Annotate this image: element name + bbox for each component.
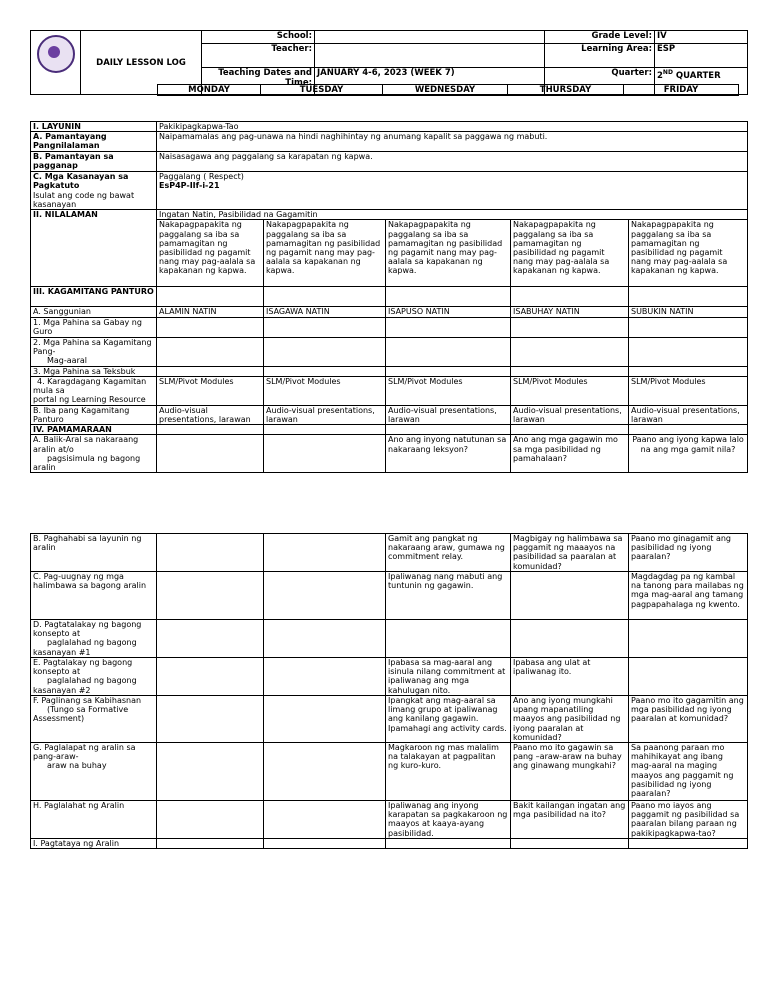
- day-wednesday: WEDNESDAY: [383, 85, 508, 96]
- pamantayan-pagganap-value: Naisasagawa ang paggalang sa karapatan ng kapwa.: [157, 152, 748, 172]
- nilalaman-monday: Nakapagpapakita ng paggalang sa iba sa pamamagitan ng pasibilidad ng pagamit nang may pag-aalala sa kapakanan ng kapwa.: [157, 220, 264, 287]
- pamamaraan-cell: [629, 620, 748, 658]
- pamamaraan-cell: Ano ang iyong mungkahi upang mapanatiling maayos ang pasibilidad ng iyong paaralan at komunidad?: [511, 696, 629, 743]
- dll-title: DAILY LESSON LOG: [81, 31, 202, 95]
- learning-area-value[interactable]: ESP: [655, 44, 748, 68]
- nilalaman-friday: Nakapagpapakita ng paggalang sa iba sa pamamagitan ng pasibilidad ng pagamit nang may pag-aalala sa kapakanan ng kapwa.: [629, 220, 748, 287]
- pamamaraan-cell: [264, 801, 386, 839]
- teacher-value[interactable]: [315, 44, 545, 68]
- balik-aral-friday: Paano ang iyong kapwa lalo na ang mga gamit nila?: [629, 435, 748, 473]
- pamamaraan-row: [31, 743, 748, 801]
- lesson-table-part2: [30, 533, 748, 849]
- sanggunian-tuesday: ISAGAWA NATIN: [264, 307, 386, 317]
- pamamaraan-cell: [157, 658, 264, 696]
- pamamaraan-cell: [264, 839, 386, 849]
- balik-aral-label: A. Balik-Aral sa nakaraang aralin at/o pagsisimula ng bagong aralin: [31, 435, 157, 473]
- teacher-label: Teacher:: [202, 44, 315, 68]
- school-value[interactable]: [315, 31, 545, 44]
- pamamaraan-cell: [264, 572, 386, 620]
- pamamaraan-row-label: B. Paghahabi sa layunin ng aralin: [31, 534, 157, 572]
- nilalaman-thursday: Nakapagpapakita ng paggalang sa iba sa pamamagitan ng pasibilidad ng pagamit nang may pag-aalala sa kapakanan ng kapwa.: [511, 220, 629, 287]
- karagdagang-monday: SLM/Pivot Modules: [157, 376, 264, 405]
- iba-pang-monday: Audio-visual presentations, larawan: [157, 405, 264, 424]
- quarter-label: Quarter:: [545, 68, 655, 95]
- pamamaraan-cell: Ipabasa ang ulat at ipaliwanag ito.: [511, 658, 629, 696]
- pamamaraan-cell: [157, 534, 264, 572]
- balik-aral-wednesday: Ano ang inyong natutunan sa nakaraang leksyon?: [386, 435, 511, 473]
- day-thursday: THURSDAY: [508, 85, 624, 96]
- pamamaraan-cell: [264, 534, 386, 572]
- pamamaraan-cell: [511, 572, 629, 620]
- pamantayang-pangnilalaman-label: A. Pamantayang Pangnilalaman: [31, 132, 157, 152]
- pamamaraan-cell: [264, 696, 386, 743]
- sanggunian-thursday: ISABUHAY NATIN: [511, 307, 629, 317]
- balik-aral-tuesday: [264, 435, 386, 473]
- karagdagang-wednesday: SLM/Pivot Modules: [386, 376, 511, 405]
- day-monday: MONDAY: [158, 85, 261, 96]
- pamamaraan-cell: [264, 620, 386, 658]
- pamamaraan-cell: Paano mo iayos ang paggamit ng pasibilidad sa paaralan bilang paraan ng pakikipagkapwa-tao?: [629, 801, 748, 839]
- pamamaraan-cell: [629, 658, 748, 696]
- sanggunian-wednesday: ISAPUSO NATIN: [386, 307, 511, 317]
- pamamaraan-cell: Ipaliwanag nang mabuti ang tuntunin ng gagawin.: [386, 572, 511, 620]
- iba-pang-wednesday: Audio-visual presentations, larawan: [386, 405, 511, 424]
- nilalaman-value: Ingatan Natin, Pasibilidad na Gagamitin: [157, 210, 748, 220]
- pamamaraan-cell: Magdagdag pa ng kambal na tanong para mailabas ng mga mag-aaral ang tamang pagpapahalaga ng kwento.: [629, 572, 748, 620]
- karagdagang-friday: SLM/Pivot Modules: [629, 376, 748, 405]
- pamamaraan-cell: [157, 839, 264, 849]
- day-tuesday: TUESDAY: [261, 85, 383, 96]
- pamamaraan-cell: [629, 839, 748, 849]
- pamamaraan-row: [31, 696, 748, 743]
- pamamaraan-cell: [157, 801, 264, 839]
- pamamaraan-cell: [157, 572, 264, 620]
- pamamaraan-cell: Paano mo ito gagawin sa pang –araw-araw na buhay ang ginawang mungkahi?: [511, 743, 629, 801]
- kasanayan-value: Paggalang ( Respect) EsP4P-IIf-i-21: [157, 172, 748, 210]
- pamamaraan-cell: Paano mo ito gagamitin ang mga pasibilidad ng iyong paaralan at komunidad?: [629, 696, 748, 743]
- karagdagang-thursday: SLM/Pivot Modules: [511, 376, 629, 405]
- pamamaraan-rows: [31, 534, 748, 849]
- deped-seal-icon: [37, 35, 75, 73]
- pamamaraan-row: [31, 801, 748, 839]
- pamamaraan-cell: Gamit ang pangkat ng nakaraang araw, gumawa ng commitment relay.: [386, 534, 511, 572]
- teaching-dates-label: Teaching Dates and Time:: [202, 68, 315, 95]
- teaching-dates-value[interactable]: JANUARY 4-6, 2023 (WEEK 7): [315, 68, 545, 95]
- teksbuk-label: 3. Mga Pahina sa Teksbuk: [31, 366, 157, 376]
- sanggunian-monday: ALAMIN NATIN: [157, 307, 264, 317]
- pamamaraan-cell: Ipangkat ang mag-aaral sa limang grupo at ipaliwanag ang kanilang gagawin. Ipamahagi ang activity cards.: [386, 696, 511, 743]
- pamamaraan-cell: Magbigay ng halimbawa sa paggamit ng maaayos na pasibilidad sa paaralan at komunidad?: [511, 534, 629, 572]
- iba-pang-kagamitan-label: B. Iba pang Kagamitang Panturo: [31, 405, 157, 424]
- day-friday: FRIDAY: [624, 85, 739, 96]
- kasanayan-label: C. Mga Kasanayan sa Pagkatuto Isulat ang code ng bawat kasanayan: [31, 172, 157, 210]
- pamamaraan-cell: [386, 620, 511, 658]
- sanggunian-friday: SUBUKIN NATIN: [629, 307, 748, 317]
- iba-pang-friday: Audio-visual presentations, larawan: [629, 405, 748, 424]
- pamamaraan-cell: [157, 620, 264, 658]
- layunin-value: Pakikipagkapwa-Tao: [157, 122, 748, 132]
- pamantayan-pagganap-label: B. Pamantayan sa pagganap: [31, 152, 157, 172]
- layunin-label: I. LAYUNIN: [31, 122, 157, 132]
- pamamaraan-row-label: H. Paglalahat ng Aralin: [31, 801, 157, 839]
- karagdagang-tuesday: SLM/Pivot Modules: [264, 376, 386, 405]
- pamamaraan-cell: Sa paanong paraan mo mahihikayat ang ibang mag-aaral na maging maayos ang paggamit ng pasibilidad ng iyong paaralan?: [629, 743, 748, 801]
- balik-aral-thursday: Ano ang mga gagawin mo sa mga pasibilidad ng pamahalaan?: [511, 435, 629, 473]
- pamamaraan-row: [31, 534, 748, 572]
- pamamaraan-row-label: G. Paglalapat ng aralin sa pang-araw- araw na buhay: [31, 743, 157, 801]
- nilalaman-wednesday: Nakapagpapakita ng paggalang sa iba sa pamamagitan ng pasibilidad ng pagamit nang may pag-aalala sa kapakanan ng kapwa.: [386, 220, 511, 287]
- pamantayang-pangnilalaman-value: Naipamamalas ang pag-unawa na hindi naghihintay ng anumang kapalit sa paggawa ng mabuti.: [157, 132, 748, 152]
- nilalaman-tuesday: Nakapagpapakita ng paggalang sa iba sa pamamagitan ng pasibilidad ng pagamit nang may pag-aalala sa kapakanan ng kapwa.: [264, 220, 386, 287]
- pamamaraan-row-label: F. Paglinang sa Kabihasnan (Tungo sa Formative Assessment): [31, 696, 157, 743]
- pamamaraan-cell: [264, 658, 386, 696]
- kagamitang-mag-aaral-label: 2. Mga Pahina sa Kagamitang Pang- Mag-aaral: [31, 337, 157, 366]
- kagamitang-panturo-label: III. KAGAMITANG PANTURO: [31, 287, 157, 307]
- iba-pang-tuesday: Audio-visual presentations, larawan: [264, 405, 386, 424]
- pamamaraan-cell: Ipabasa sa mag-aaral ang isinula nilang commitment at ipaliwanag ang mga kahulugan nito.: [386, 658, 511, 696]
- pamamaraan-row-label: E. Pagtalakay ng bagong konsepto at paglalahad ng bagong kasanayan #2: [31, 658, 157, 696]
- pamamaraan-cell: Bakit kailangan ingatan ang mga pasibilidad na ito?: [511, 801, 629, 839]
- pamamaraan-row-label: C. Pag-uugnay ng mga halimbawa sa bagong aralin: [31, 572, 157, 620]
- balik-aral-monday: [157, 435, 264, 473]
- sanggunian-label: A. Sanggunian: [31, 307, 157, 317]
- pamamaraan-cell: Paano mo ginagamit ang pasibilidad ng iyong paaralan?: [629, 534, 748, 572]
- learning-area-label: Learning Area:: [545, 44, 655, 68]
- pamamaraan-label: IV. PAMAMARAAN: [31, 425, 157, 435]
- grade-level-value[interactable]: IV: [655, 31, 748, 44]
- pamamaraan-row: [31, 572, 748, 620]
- deped-seal-cell: [31, 31, 81, 95]
- pamamaraan-cell: [157, 743, 264, 801]
- pamamaraan-row: [31, 620, 748, 658]
- pamamaraan-cell: [264, 743, 386, 801]
- pamamaraan-cell: [511, 839, 629, 849]
- karagdagang-kagamitan-label: 4. Karagdagang Kagamitan mula sa portal ng Learning Resource: [31, 376, 157, 405]
- pamamaraan-cell: [157, 696, 264, 743]
- grade-level-label: Grade Level:: [545, 31, 655, 44]
- pamamaraan-cell: [511, 620, 629, 658]
- school-label: School:: [202, 31, 315, 44]
- gabay-guro-label: 1. Mga Pahina sa Gabay ng Guro: [31, 317, 157, 337]
- pamamaraan-cell: Magkaroon ng mas malalim na talakayan at pagpalitan ng kuro-kuro.: [386, 743, 511, 801]
- quarter-value[interactable]: 2ND QUARTER: [655, 68, 748, 95]
- pamamaraan-cell: [386, 839, 511, 849]
- pamamaraan-row: [31, 839, 748, 849]
- nilalaman-label: II. NILALAMAN: [31, 210, 157, 287]
- pamamaraan-row: [31, 658, 748, 696]
- pamamaraan-row-label: D. Pagtatalakay ng bagong konsepto at paglalahad ng bagong kasanayan #1: [31, 620, 157, 658]
- pamamaraan-cell: Ipaliwanag ang inyong karapatan sa pagkakaroon ng maayos at kaaya-ayang pasibilidad.: [386, 801, 511, 839]
- lesson-table-part1: [30, 121, 748, 473]
- pamamaraan-row-label: I. Pagtataya ng Aralin: [31, 839, 157, 849]
- iba-pang-thursday: Audio-visual presentations, larawan: [511, 405, 629, 424]
- weekday-header: [157, 84, 739, 96]
